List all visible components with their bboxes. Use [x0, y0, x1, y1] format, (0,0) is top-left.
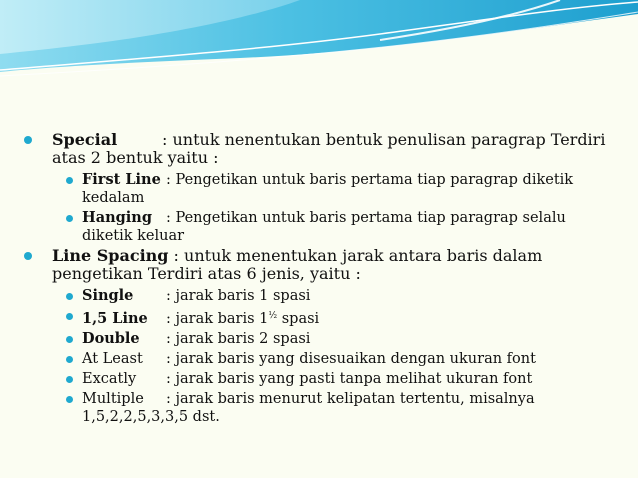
list-item-at-least	[22, 350, 622, 368]
bullet-icon	[66, 177, 73, 184]
list-item-double	[22, 330, 622, 348]
list-item-single	[22, 287, 622, 305]
list-item-hanging	[22, 209, 622, 245]
term-first-line: First Line	[82, 171, 161, 188]
desc-special: : untuk nenentukan bentuk penulisan paragrap Terdiri	[162, 130, 606, 149]
bullet-icon	[24, 136, 32, 144]
list-item-first-line	[22, 171, 622, 207]
term-double: Double	[82, 330, 140, 347]
term-at-least: At Least	[82, 351, 143, 367]
bullet-icon	[66, 336, 73, 343]
bullet-icon	[24, 252, 32, 260]
bullet-icon	[66, 293, 73, 300]
term-hanging: Hanging	[82, 209, 152, 226]
term-line-spacing: Line Spacing	[52, 246, 169, 265]
desc-first-line: : Pengetikan untuk baris pertama tiap paragrap diketik	[166, 172, 574, 188]
term-single: Single	[82, 287, 134, 304]
bullet-icon	[66, 356, 73, 363]
list-item-multiple	[22, 390, 622, 426]
bullet-icon	[66, 376, 73, 383]
desc-line-spacing-cont: pengetikan Terdiri atas 6 jenis, yaitu :	[52, 264, 361, 283]
desc-multiple: : jarak baris menurut kelipatan tertentu, misalnya	[166, 391, 535, 407]
desc-1-5-line: : jarak baris 1	[166, 311, 269, 327]
list-item-special	[22, 131, 622, 167]
desc-single: : jarak baris 1 spasi	[166, 288, 311, 304]
desc-hanging: : Pengetikan untuk baris pertama tiap paragrap selalu	[166, 210, 566, 226]
desc-first-line-cont: kedalam	[82, 190, 145, 206]
list-item-line-spacing	[22, 247, 622, 283]
desc-double: : jarak baris 2 spasi	[166, 331, 311, 347]
list-item-1-5-line	[22, 307, 622, 328]
bullet-icon	[66, 313, 73, 320]
bullet-icon	[66, 396, 73, 403]
desc-1-5-line-tail: spasi	[277, 311, 320, 327]
desc-at-least: : jarak baris yang disesuaikan dengan ukuran font	[166, 351, 536, 367]
desc-special-cont: atas 2 bentuk yaitu :	[52, 148, 219, 167]
desc-hanging-cont: diketik keluar	[82, 228, 185, 244]
bullet-icon	[66, 215, 73, 222]
fraction-half: ½	[268, 311, 278, 321]
term-multiple: Multiple	[82, 391, 144, 407]
term-excatly: Excatly	[82, 371, 137, 387]
desc-line-spacing: : untuk menentukan jarak antara baris dalam	[168, 246, 543, 265]
desc-multiple-cont: 1,5,2,2,5,3,3,5 dst.	[82, 409, 220, 425]
desc-excatly: : jarak baris yang pasti tanpa melihat ukuran font	[166, 371, 533, 387]
term-special: Special	[52, 130, 118, 149]
header-wave-decoration	[0, 0, 638, 80]
slide-content	[22, 131, 622, 428]
list-item-excatly	[22, 370, 622, 388]
term-1-5-line: 1,5 Line	[82, 310, 148, 327]
